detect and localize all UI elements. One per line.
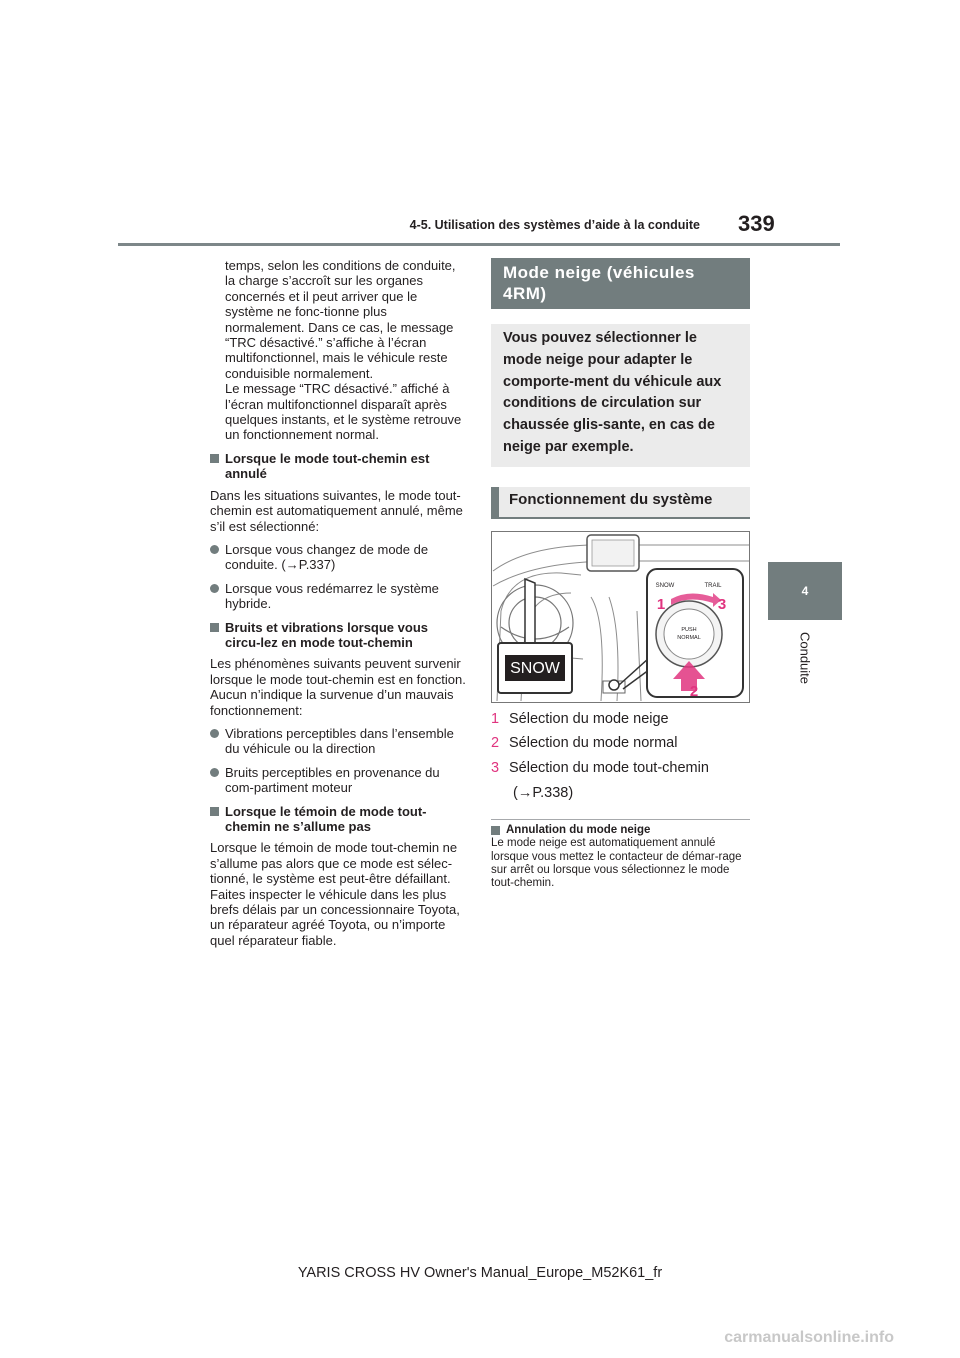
note-text: Le mode neige est automatiquement annulé lorsque vous mettez le contacteur de démar-rage sur arrêt ou lorsque vous sélectionnez le mode tout-chemin. [491, 837, 742, 889]
callout-3: 3 [717, 595, 727, 613]
switch-label-trail: TRAIL [704, 582, 722, 589]
list-item: Lorsque vous redémarrez le système hybride. [210, 581, 466, 612]
knob-text-normal: NORMAL [677, 634, 701, 641]
step-item: 1 Sélection du mode neige [491, 710, 669, 727]
footer-manual-id: YARIS CROSS HV Owner's Manual_Europe_M52K61_fr [297, 1265, 663, 1281]
chapter-tab: 4 [768, 562, 842, 620]
steps-list [491, 707, 750, 805]
dashboard-illustration [491, 531, 750, 703]
step-item: 3 Sélection du mode tout-chemin [491, 759, 709, 776]
section-title: 4-5. Utilisation des systèmes d’aide à la conduite [409, 218, 700, 232]
switch-label-snow: SNOW [655, 582, 675, 589]
list-item: Vibrations perceptibles dans l’ensemble du véhicule ou la direction [210, 726, 466, 757]
section-heading-noise-vibration: Bruits et vibrations lorsque vous circu-lez en mode tout-chemin [210, 620, 466, 651]
divider [491, 819, 750, 820]
step-item: 2 Sélection du mode normal [491, 735, 678, 752]
intro-box: Vous pouvez sélectionner le mode neige pour adapter le comporte-ment du véhicule aux conditions de circulation sur chaussée glis-sante, en cas de neige par exemple. [491, 324, 750, 467]
section-text: Dans les situations suivantes, le mode tout-chemin est automatiquement annulé, même s’il est sélectionné: [210, 487, 463, 534]
section-text: Les phénomènes suivants peuvent survenir lorsque le mode tout-chemin est en fonction. Aucun n’indique la survenue d’un mauvais fonctionnement: [210, 656, 466, 718]
function-heading: Fonctionnement du système [491, 487, 750, 519]
note-block [491, 824, 750, 890]
callout-2: 2 [689, 682, 699, 700]
square-bullet-icon [491, 826, 500, 835]
round-bullet-icon [210, 729, 219, 738]
right-column [491, 258, 750, 890]
round-bullet-icon [210, 584, 219, 593]
section-heading-indicator-off: Lorsque le témoin de mode tout-chemin ne s’allume pas [210, 804, 466, 835]
callout-1: 1 [656, 595, 666, 613]
watermark: carmanualsonline.info [724, 1329, 894, 1346]
section-text: Lorsque le témoin de mode tout-chemin ne s’allume pas alors que ce mode est sélec-tionné, le système est peut-être défaillant. Faites inspecter le véhicule dans les plus brefs délais par un concessionnaire Toyota, un réparateur agréé Toyota, ou n’importe quel réparateur fiable. [210, 840, 460, 948]
continued-paragraph: temps, selon les conditions de conduite, la charge s’accroît sur les organes concernés et il peut arriver que le système ne fonc-tionne plus normalement. Dans ce cas, le message “TRC désactivé.” s’affiche à l’écran multifonctionnel, mais le véhicule reste conduisible normalement. [225, 258, 456, 381]
list-item: Bruits perceptibles en provenance du com-partiment moteur [210, 765, 466, 796]
mode-heading: Mode neige (véhicules 4RM) [491, 258, 750, 309]
page-reference: (→P.338) [513, 784, 574, 801]
indicator-text: SNOW [510, 659, 560, 677]
page-number: 339 [738, 211, 775, 236]
list-item: Lorsque vous changez de mode de conduite. (→P.337) [210, 542, 466, 573]
header-rule [118, 243, 840, 246]
left-column [210, 258, 466, 948]
round-bullet-icon [210, 545, 219, 554]
chapter-label: Conduite [797, 631, 813, 685]
square-bullet-icon [210, 623, 219, 632]
knob-text-push: PUSH [681, 626, 697, 633]
square-bullet-icon [210, 454, 219, 463]
continued-paragraph-2: Le message “TRC désactivé.” affiché à l’écran multifonctionnel disparaît après quelques instants, et le système retrouve un fonctionnement normal. [225, 381, 462, 443]
section-heading-mode-cancelled: Lorsque le mode tout-chemin est annulé [210, 451, 466, 482]
note-heading: Annulation du mode neige [491, 824, 750, 837]
round-bullet-icon [210, 768, 219, 777]
square-bullet-icon [210, 807, 219, 816]
